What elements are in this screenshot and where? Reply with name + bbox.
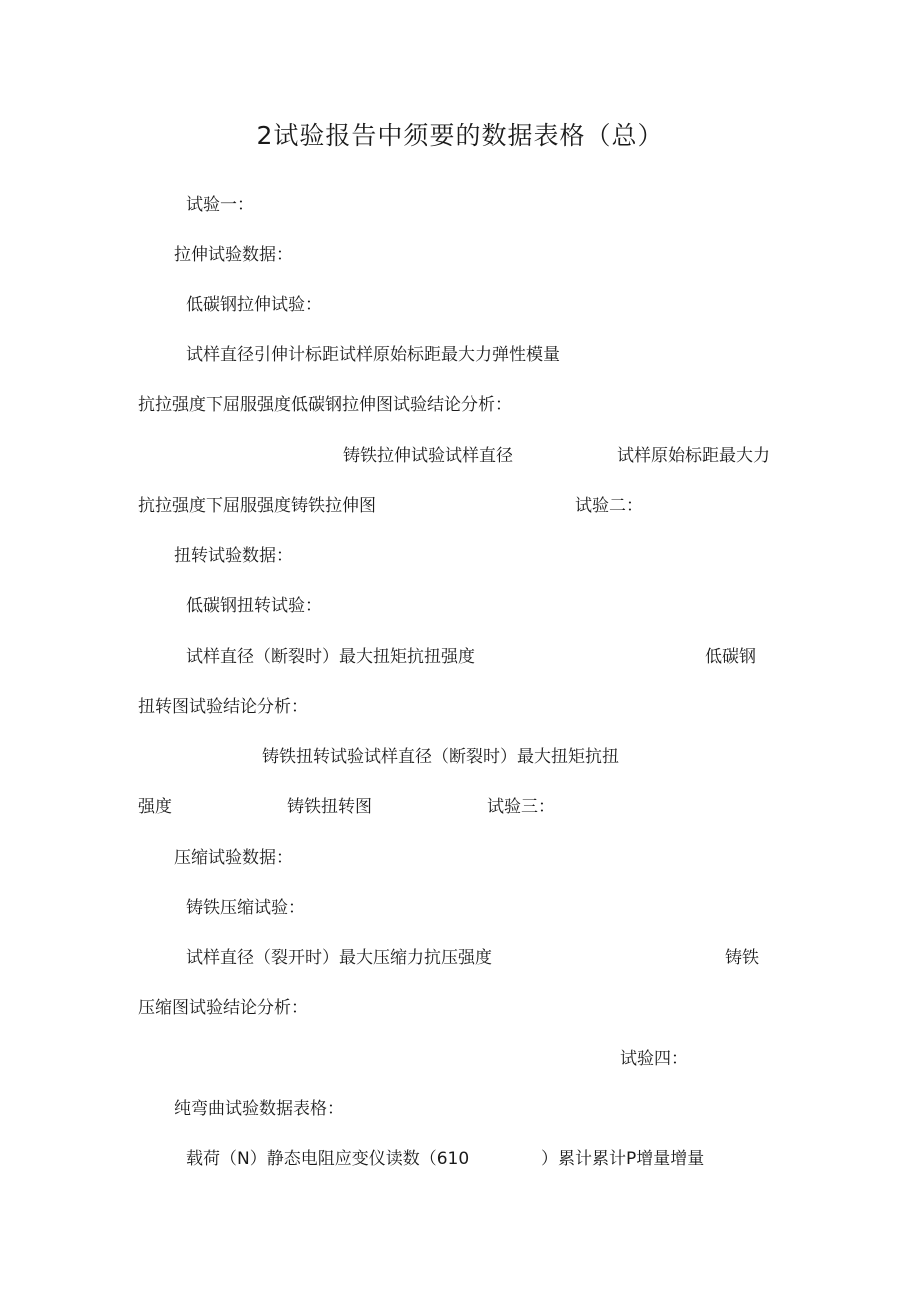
cast-iron-tensile-line: 铸铁拉伸试验试样直径 — [343, 446, 513, 466]
compression-analysis-line: 压缩图试验结论分析： — [138, 998, 308, 1018]
torsion-fields-line: 试样直径（断裂时）最大扭矩抗扭强度 — [186, 647, 475, 667]
tensile-fields-line-2: 抗拉强度下屈服强度低碳钢拉伸图试验结论分析： — [138, 395, 512, 415]
cast-iron-compression-heading: 铸铁压缩试验： — [186, 898, 305, 918]
exp4-heading: 试验四： — [620, 1049, 688, 1069]
tensile-data-heading: 拉伸试验数据： — [174, 245, 293, 265]
document-title: 2试验报告中须要的数据表格（总） — [256, 121, 664, 150]
cast-iron-torsion-line: 铸铁扭转试验试样直径（断裂时）最大扭矩抗扭 — [262, 747, 619, 767]
low-carbon-label: 低碳钢 — [705, 647, 756, 667]
exp2-heading: 试验二： — [575, 496, 643, 516]
strength-label: 强度 — [138, 797, 172, 817]
cast-iron-torsion-diagram-label: 铸铁扭转图 — [287, 797, 372, 817]
cast-iron-tensile-line-2: 抗拉强度下屈服强度铸铁拉伸图 — [138, 496, 376, 516]
bending-fields-line: 载荷（N）静态电阻应变仪读数（610 — [186, 1149, 470, 1169]
tensile-fields-line: 试样直径引伸计标距试样原始标距最大力弹性模量 — [186, 345, 560, 365]
bending-fields-line-2: ）累计累计P增量增量 — [541, 1149, 705, 1169]
cast-iron-tensile-fields: 试样原始标距最大力 — [617, 446, 770, 466]
bending-data-heading: 纯弯曲试验数据表格： — [174, 1099, 344, 1119]
torsion-analysis-line: 扭转图试验结论分析： — [138, 697, 308, 717]
compression-data-heading: 压缩试验数据： — [174, 848, 293, 868]
exp3-heading: 试验三： — [487, 797, 555, 817]
low-carbon-tensile-heading: 低碳钢拉伸试验： — [186, 295, 322, 315]
low-carbon-torsion-heading: 低碳钢扭转试验： — [186, 596, 322, 616]
torsion-data-heading: 扭转试验数据： — [174, 546, 293, 566]
compression-fields-line: 试样直径（裂开时）最大压缩力抗压强度 — [186, 948, 492, 968]
exp1-heading: 试验一： — [186, 195, 254, 215]
cast-iron-label: 铸铁 — [725, 948, 759, 968]
